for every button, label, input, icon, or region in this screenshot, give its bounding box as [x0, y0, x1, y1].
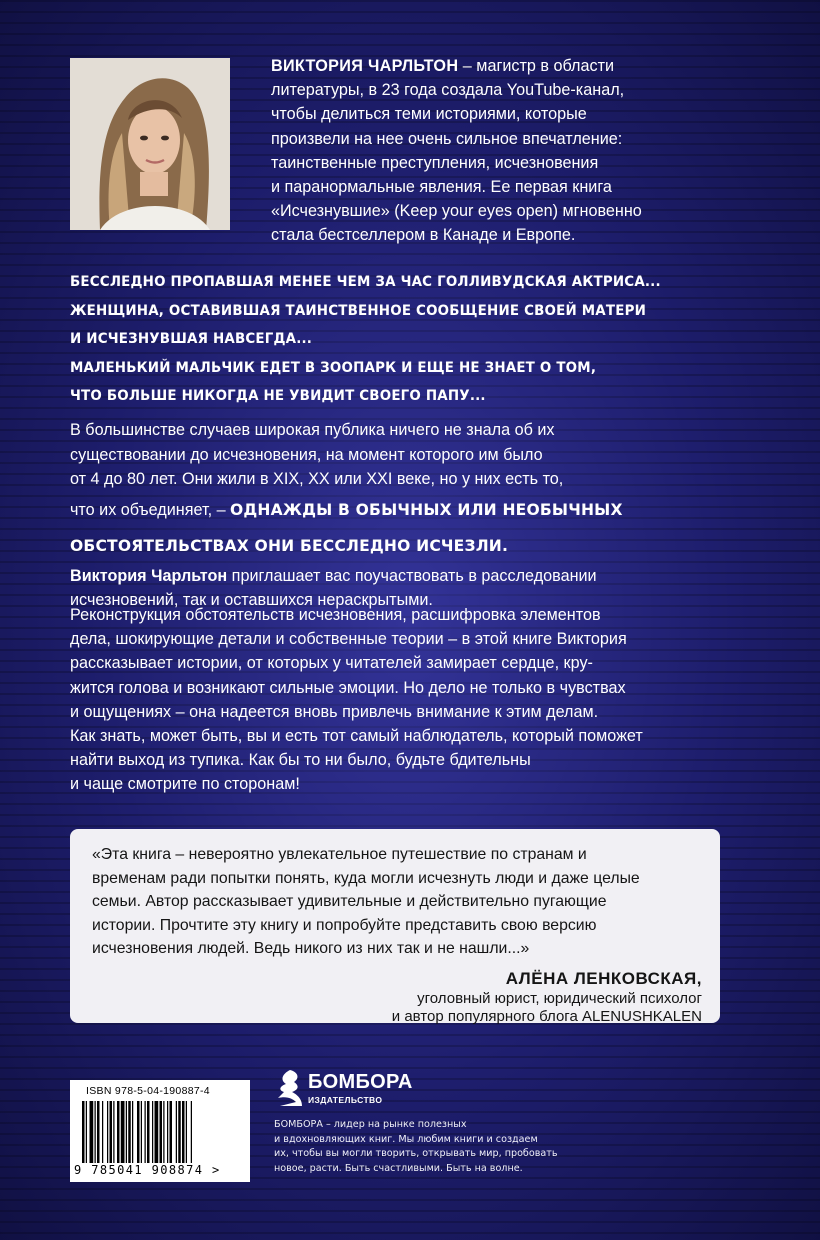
- author-portrait-image: [70, 58, 230, 230]
- barcode-number: 9 785041 908874 >: [74, 1163, 221, 1177]
- summary-line: найти выход из тупика. Как бы то ни было, будьте бдительны: [70, 751, 531, 770]
- review-author-role: уголовный юрист, юридический психолог: [417, 989, 702, 1007]
- review-author-role: и автор популярного блога ALENUSHKALEN: [391, 1008, 702, 1026]
- summary-line: и чаще смотрите по сторонам!: [70, 775, 300, 794]
- publisher-logo-name: БОМБОРА: [308, 1071, 413, 1093]
- bio-line: таинственные преступления, исчезновения: [271, 153, 599, 172]
- barcode-box: [70, 1080, 250, 1182]
- summary-line: и ощущениях – она надеется вновь привлечь внимание к этим делам.: [70, 702, 599, 721]
- publisher-logo-sub: ИЗДАТЕЛЬСТВО: [308, 1095, 383, 1105]
- teaser-line: БЕССЛЕДНО ПРОПАВШАЯ МЕНЕЕ ЧЕМ ЗА ЧАС ГОЛЛИВУДСКАЯ АКТРИСА...: [70, 273, 661, 290]
- description-line: от 4 до 80 лет. Они жили в XIX, XX или XXI веке, но у них есть то,: [70, 470, 564, 488]
- description-line: исчезновений, так и оставшихся нераскрытыми.: [70, 591, 433, 609]
- publisher-line: БОМБОРА – лидер на рынке полезных: [274, 1119, 467, 1130]
- teaser-line: ЧТО БОЛЬШЕ НИКОГДА НЕ УВИДИТ СВОЕГО ПАПУ...: [70, 387, 486, 404]
- review-quote-box: [70, 829, 720, 1026]
- publisher-description: [274, 1118, 574, 1176]
- summary-paragraph: [70, 603, 750, 797]
- description-line: [70, 528, 750, 564]
- bio-line: чтобы делиться теми историями, которые: [271, 105, 587, 124]
- bio-line: литературы, в 23 года создала YouTube-канал,: [271, 81, 625, 100]
- bio-line: и паранормальные явления. Ее первая книга: [271, 178, 612, 197]
- publisher-line: новое, расти. Быть счастливыми. Быть на волне.: [274, 1162, 523, 1174]
- quote-line: исчезновения людей. Ведь никого из них так и не нашли...»: [92, 940, 530, 958]
- quote-line: семьи. Автор рассказывает удивительные и действительно пугающие: [92, 893, 607, 911]
- quote-line: «Эта книга – невероятно увлекательное путешествие по странам и: [92, 846, 587, 863]
- description-text: приглашает вас поучаствовать в расследовании: [227, 566, 597, 585]
- author-name: ВИКТОРИЯ ЧАРЛЬТОН: [271, 57, 459, 75]
- quote-line: истории. Прочтите эту книгу и попробуйте представить свою версию: [92, 916, 597, 934]
- bio-line: стала бестселлером в Канаде и Европе.: [271, 226, 576, 245]
- publisher-line: и вдохновляющих книг. Мы любим книги и создаем: [274, 1133, 538, 1145]
- description-line: В большинстве случаев широкая публика ничего не знала об их: [70, 421, 555, 439]
- barcode-bars: [82, 1101, 234, 1163]
- review-author-name: АЛЁНА ЛЕНКОВСКАЯ,: [505, 968, 702, 988]
- author-name-inline: Виктория Чарльтон: [70, 566, 228, 585]
- wave-logo-icon: [274, 1068, 306, 1108]
- teaser-line: ЖЕНЩИНА, ОСТАВИВШАЯ ТАИНСТВЕННОЕ СООБЩЕНИЕ СВОЕЙ МАТЕРИ: [70, 301, 647, 319]
- review-author: [92, 968, 702, 1027]
- summary-line: Реконструкция обстоятельств исчезновения, расшифровка элементов: [70, 606, 601, 624]
- isbn-text: ISBN 978-5-04-190887-4: [86, 1085, 210, 1097]
- description-line: существовании до исчезновения, на момент которого им было: [70, 445, 543, 464]
- review-quote-text: [92, 843, 702, 961]
- author-photo: [70, 58, 230, 230]
- bio-line: «Исчезнувшие» (Keep your eyes open) мгновенно: [271, 202, 642, 221]
- description-line: [70, 492, 750, 528]
- author-bio: [271, 54, 741, 248]
- highlight-caps: ОБСТОЯТЕЛЬСТВАХ ОНИ БЕССЛЕДНО ИСЧЕЗЛИ.: [70, 535, 509, 555]
- summary-line: дела, шокирующие детали и собственные теории – в этой книге Виктория: [70, 630, 627, 649]
- summary-line: жится голова и возникают сильные эмоции. Но дело не только в чувствах: [70, 678, 626, 697]
- highlight-caps: ОДНАЖДЫ В ОБЫЧНЫХ ИЛИ НЕОБЫЧНЫХ: [230, 499, 623, 519]
- summary-line: рассказывает истории, от которых у читателей замирает сердце, кру-: [70, 654, 593, 673]
- teaser-line: МАЛЕНЬКИЙ МАЛЬЧИК ЕДЕТ В ЗООПАРК И ЕЩЕ НЕ ЗНАЕТ О ТОМ,: [70, 358, 597, 376]
- description-paragraph: [70, 418, 750, 613]
- publisher-logo: [274, 1068, 414, 1110]
- quote-line: временам ради попытки понять, куда могли исчезнуть люди и даже целые: [92, 869, 640, 887]
- description-line: [70, 564, 750, 589]
- bio-line: – магистр в области: [458, 57, 615, 75]
- bio-line: произвели на нее очень сильное впечатление:: [271, 129, 623, 148]
- summary-line: Как знать, может быть, вы и есть тот самый наблюдатель, который поможет: [70, 727, 643, 746]
- teaser-block: [70, 268, 714, 411]
- teaser-line: И ИСЧЕЗНУВШАЯ НАВСЕГДА...: [70, 330, 313, 347]
- publisher-line: их, чтобы вы могли творить, открывать мир, пробовать: [274, 1148, 558, 1160]
- description-text: что их объединяет, –: [70, 500, 231, 519]
